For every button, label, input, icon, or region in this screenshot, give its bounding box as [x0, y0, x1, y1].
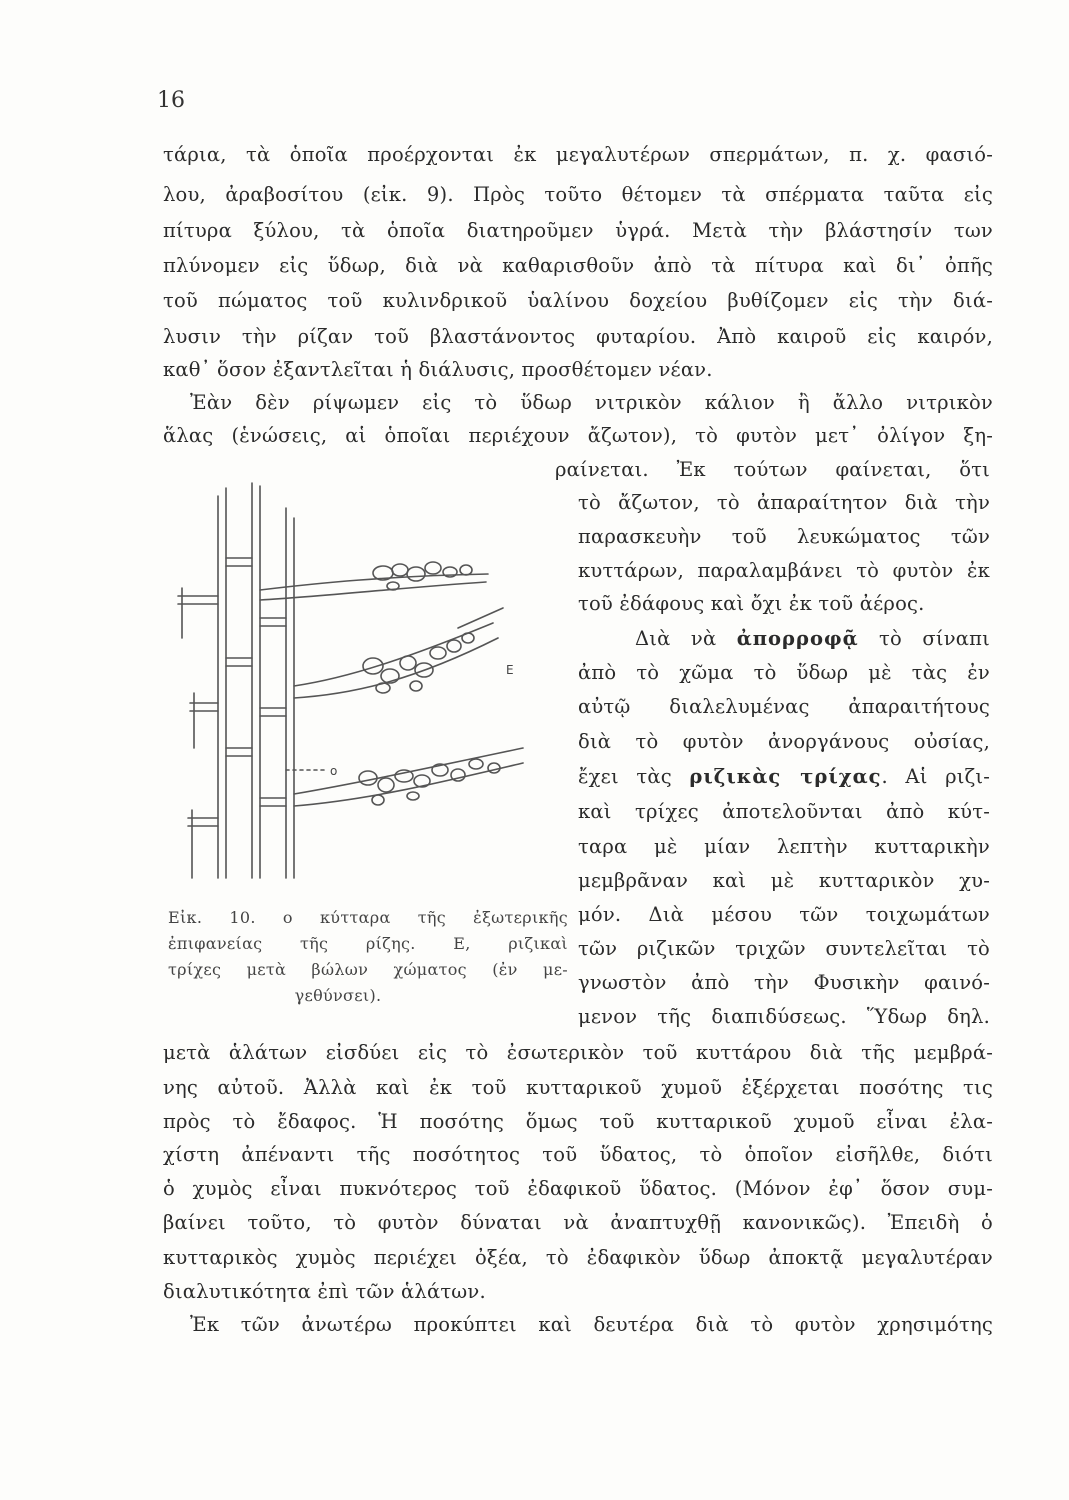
- text-line: κυτταρικὸς χυμὸς περιέχει ὀξέα, τὸ ἐδαφικὸν ὕδωρ ἀποκτᾷ μεγαλυτέραν: [163, 1246, 993, 1269]
- text-line: κυττάρων, παραλαμβάνει τὸ φυτὸν ἐκ: [578, 559, 990, 582]
- text-line: μενον τῆς διαπιδύσεως. Ὕδωρ δηλ.: [578, 1005, 990, 1028]
- caption-line: ἐπιφανείας τῆς ρίζης. Ε, ριζικαὶ: [168, 934, 568, 953]
- text-line: [578, 762, 990, 792]
- figure-label-o: ο: [330, 764, 338, 778]
- text-line: τάρια, τὰ ὁποῖα προέρχονται ἐκ μεγαλυτέρων σπερμάτων, π. χ. φασιό-: [163, 143, 993, 166]
- text-line: καὶ τρίχες ἀποτελοῦνται ἀπὸ κύτ-: [578, 800, 990, 823]
- text-line: ἅλας (ἑνώσεις, αἱ ὁποῖαι περιέχουν ἄζωτον), τὸ φυτὸν μετ᾿ ὀλίγον ξη-: [163, 424, 993, 447]
- text-line: μόν. Διὰ μέσου τῶν τοιχωμάτων: [578, 903, 990, 926]
- text-line: γνωστὸν ἀπὸ τὴν Φυσικὴν φαινό-: [578, 971, 990, 994]
- text-line: πίτυρα ξύλου, τὰ ὁποῖα διατηροῦμεν ὑγρά. Μετὰ τὴν βλάστησίν των: [163, 219, 993, 242]
- text-line: ὁ χυμὸς εἶναι πυκνότερος τοῦ ἐδαφικοῦ ὕδατος. (Μόνον ἐφ᾿ ὅσον συμ-: [163, 1177, 993, 1200]
- text-line: ἀπὸ τὸ χῶμα τὸ ὕδωρ μὲ τὰς ἐν: [578, 661, 990, 684]
- page-number: 16: [157, 88, 185, 113]
- text-line: Ἐὰν δὲν ρίψωμεν εἰς τὸ ὕδωρ νιτρικὸν κάλιον ἢ ἄλλο νιτρικὸν: [190, 391, 993, 414]
- text-line: τὸ ἄζωτον, τὸ ἀπαραίτητον διὰ τὴν: [578, 491, 990, 514]
- text-line: ταρα μὲ μίαν λεπτὴν κυτταρικὴν: [578, 835, 990, 858]
- text-line: αὐτῷ διαλελυμένας ἀπαραιτήτους: [578, 695, 990, 718]
- text-line: Ἐκ τῶν ἀνωτέρω προκύπτει καὶ δευτέρα διὰ τὸ φυτὸν χρησιμότης: [190, 1313, 993, 1336]
- text-line: πρὸς τὸ ἔδαφος. Ἡ ποσότης ὅμως τοῦ κυτταρικοῦ χυμοῦ εἶναι ἐλα-: [163, 1110, 993, 1133]
- text-line: πλύνομεν εἰς ὕδωρ, διὰ νὰ καθαρισθοῦν ἀπὸ τὰ πίτυρα καὶ δι᾿ ὀπῆς: [163, 254, 993, 277]
- caption-line: Εἰκ. 10. ο κύτταρα τῆς ἐξωτερικῆς: [168, 908, 568, 927]
- text-line: μεμβρᾶναν καὶ μὲ κυτταρικὸν χυ-: [578, 869, 990, 892]
- text-line: τοῦ ἐδάφους καὶ ὄχι ἐκ τοῦ ἀέρος.: [578, 592, 925, 615]
- term-root-hairs: ριζικὰς τρίχας: [689, 765, 882, 788]
- caption-line: τρίχες μετὰ βώλων χώματος (ἐν με-: [168, 960, 568, 979]
- figure-caption: [168, 905, 568, 1009]
- text-line: λυσιν τὴν ρίζαν τοῦ βλαστάνοντος φυταρίου. Ἀπὸ καιροῦ εἰς καιρόν,: [163, 325, 993, 348]
- text-line: βαίνει τοῦτο, τὸ φυτὸν δύναται νὰ ἀναπτυχθῇ κανονικῶς). Ἐπειδὴ ὁ: [163, 1211, 993, 1234]
- text-line: διαλυτικότητα ἐπὶ τῶν ἁλάτων.: [163, 1280, 486, 1303]
- term-absorb: ἀπορροφᾷ: [736, 627, 859, 650]
- text-line: καθ᾿ ὅσον ἐξαντλεῖται ἡ διάλυσις, προσθέτομεν νέαν.: [163, 358, 713, 381]
- text-line: παρασκευὴν τοῦ λευκώματος τῶν: [578, 525, 990, 548]
- text-span: . Αἱ ριζι-: [881, 765, 990, 788]
- text-line: [635, 624, 990, 654]
- text-line: λου, ἀραβοσίτου (εἰκ. 9). Πρὸς τοῦτο θέτομεν τὰ σπέρματα ταῦτα εἰς: [163, 183, 993, 206]
- text-line: ραίνεται. Ἐκ τούτων φαίνεται, ὅτι: [555, 458, 990, 481]
- text-span: ἔχει τὰς: [578, 765, 690, 788]
- text-span: τὸ σίναπι: [858, 627, 990, 650]
- text-line: μετὰ ἁλάτων εἰσδύει εἰς τὸ ἐσωτερικὸν τοῦ κυττάρου διὰ τῆς μεμβρά-: [163, 1041, 993, 1064]
- text-line: τοῦ πώματος τοῦ κυλινδρικοῦ ὑαλίνου δοχείου βυθίζομεν εἰς τὴν διά-: [163, 289, 993, 312]
- text-line: διὰ τὸ φυτὸν ἀνοργάνους οὐσίας,: [578, 730, 990, 753]
- text-line: χίστη ἀπέναντι τῆς ποσότητος τοῦ ὕδατος, τὸ ὁποῖον εἰσῆλθε, διότι: [163, 1143, 993, 1166]
- text-line: νης αὐτοῦ. Ἀλλὰ καὶ ἐκ τοῦ κυτταρικοῦ χυμοῦ ἐξέρχεται ποσότης τις: [163, 1076, 993, 1099]
- root-hairs-illustration: [168, 478, 568, 898]
- text-span: Διὰ νὰ: [635, 627, 737, 650]
- caption-line: γεθύνσει).: [294, 986, 382, 1005]
- figure-label-e: Ε: [506, 663, 514, 677]
- text-line: τῶν ριζικῶν τριχῶν συντελεῖται τὸ: [578, 937, 990, 960]
